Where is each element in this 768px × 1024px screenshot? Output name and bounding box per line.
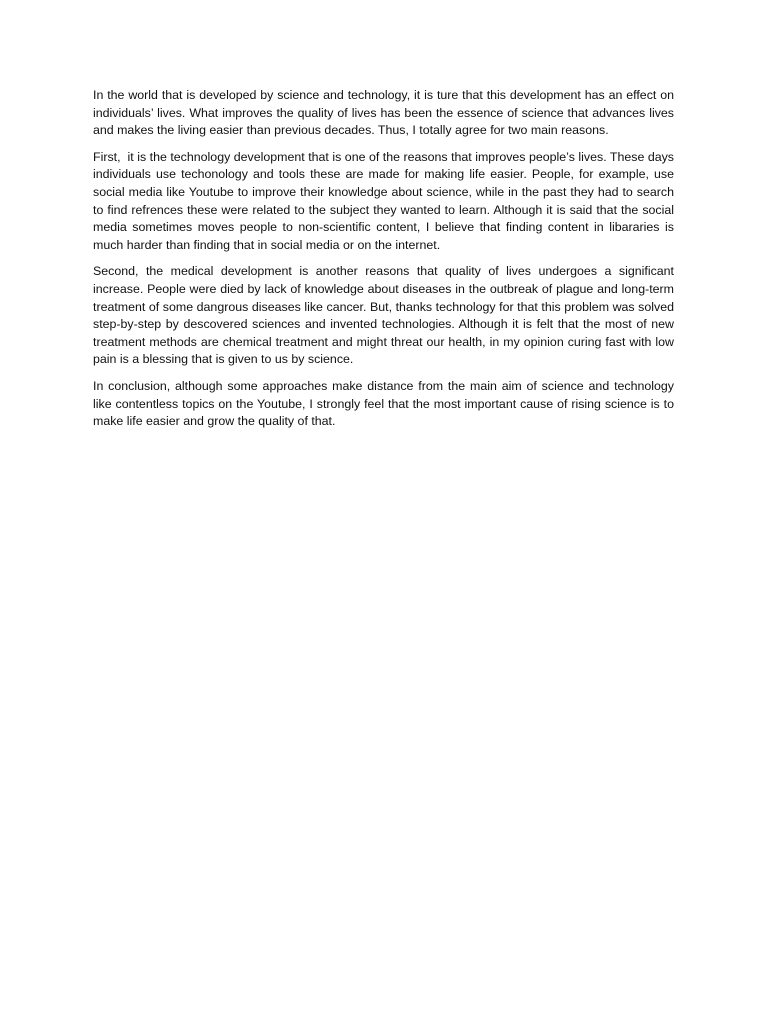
paragraph-conclusion: In conclusion, although some approaches make distance from the main aim of science and technology like contentless topics on the Youtube, I strongly feel that the most important cause of rising science is to make life easier and grow the quality of that. bbox=[93, 378, 678, 429]
paragraph-introduction: In the world that is developed by science and technology, it is ture that this development has an effect on individuals’ lives. What improves the quality of lives has been the essence of science that advances lives and makes the living easier than previous decades. Thus, I totally agree for two main reasons. bbox=[93, 88, 678, 138]
paragraph-second-reason: Second, the medical development is another reasons that quality of lives undergoes a significant increase. People were died by lack of knowledge about diseases in the outbreak of plague and long-term treatment of some dangrous diseases like cancer. But, thanks technology for that this problem was solved step-by-step by descovered sciences and invented technologies. Although it is felt that the most of new treatment methods are chemical treatment and might threat our health, in my opinion curing fast with low pain is a blessing that is given to us by science. bbox=[93, 264, 678, 367]
paragraph-first-reason: First, it is the technology development that is one of the reasons that improves people’s lives. These days individuals use techonology and tools these are made for making life easier. People, for example, use social media like Youtube to improve their knowledge about science, while in the past they had to search to find refrences these were related to the subject they wanted to learn. Although it is said that the social media sometimes moves people to non-scientific content, I believe that finding content in libararies is much harder than finding that in social media or on the internet. bbox=[93, 149, 678, 252]
document-body bbox=[93, 87, 678, 440]
